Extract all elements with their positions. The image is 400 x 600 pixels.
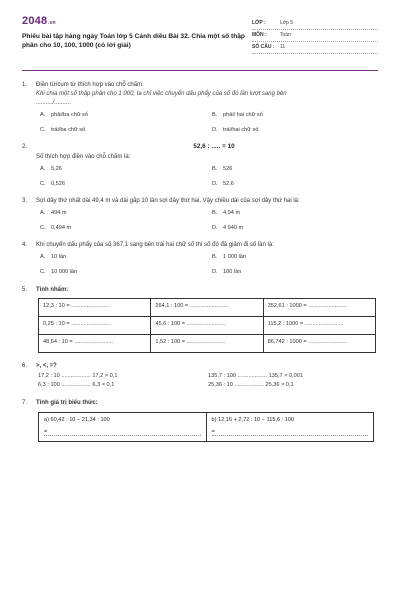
meta-row-class bbox=[252, 18, 378, 30]
meta-label: MÔN : bbox=[252, 32, 267, 39]
compare-item[interactable]: 25,36 : 10 ................... 25,36 × 0,1 bbox=[208, 382, 294, 389]
meta-value: 11 bbox=[280, 44, 286, 51]
question-number: 5. bbox=[22, 286, 28, 293]
question-text: >, <, =? bbox=[36, 362, 57, 369]
option-letter: D. bbox=[212, 180, 218, 187]
question-7 bbox=[22, 399, 378, 442]
meta-label: SỐ CÂU : bbox=[252, 44, 275, 51]
table-row bbox=[39, 334, 376, 352]
equals-sign: = bbox=[44, 428, 48, 435]
question-number: 7. bbox=[22, 399, 28, 406]
option-letter: C. bbox=[40, 269, 46, 276]
option-text: trái/ba chữ số bbox=[51, 126, 86, 133]
option-letter: D. bbox=[212, 269, 218, 276]
question-text: Khi chuyển dấu phẩy của số 367,1 sang bên trái hai chữ số thì số đó đã giảm đi số lần là: bbox=[36, 242, 274, 249]
table-cell[interactable]: 115,2 : 1000 = ......................... bbox=[263, 316, 375, 334]
question-number: 1. bbox=[22, 82, 28, 88]
option-d[interactable] bbox=[212, 181, 384, 189]
option-text: 5,26 bbox=[51, 166, 62, 173]
table-cell[interactable]: 86,742 : 1000 = ......................... bbox=[263, 334, 375, 352]
option-d[interactable] bbox=[212, 225, 384, 233]
meta-row-count bbox=[252, 42, 378, 54]
option-d[interactable] bbox=[212, 127, 384, 135]
answer-options bbox=[40, 166, 378, 188]
option-text: 494 m bbox=[51, 210, 67, 217]
question-6 bbox=[22, 362, 378, 390]
option-b[interactable] bbox=[212, 112, 384, 120]
compare-grid bbox=[38, 373, 378, 390]
question-text: Tính nhẩm: bbox=[36, 286, 69, 293]
meta-row-subject bbox=[252, 30, 378, 42]
meta-label: LỚP : bbox=[252, 20, 266, 27]
option-text: 100 lần bbox=[223, 269, 242, 276]
question-number: 4. bbox=[22, 242, 28, 249]
table-row bbox=[39, 316, 376, 334]
mental-math-table bbox=[38, 298, 376, 353]
option-text: 0,494 m bbox=[51, 224, 72, 231]
option-text: 4 940 m bbox=[223, 224, 244, 231]
option-letter: B. bbox=[212, 254, 218, 261]
table-row bbox=[39, 298, 376, 316]
option-letter: A. bbox=[40, 254, 46, 261]
option-letter: D. bbox=[212, 126, 218, 133]
expression-text: a) 60,42 : 10 − 21,34 : 100 bbox=[44, 416, 110, 423]
answer-options bbox=[40, 210, 378, 232]
table-cell[interactable]: 1,52 : 100 = ......................... bbox=[151, 334, 263, 352]
question-2 bbox=[22, 143, 378, 188]
option-c[interactable] bbox=[40, 225, 212, 233]
option-letter: D. bbox=[212, 224, 218, 231]
question-subtext: Khi chia một số thập phân cho 1 000, ta chỉ việc chuyển dấu phẩy của số đó lần lượt sang bên bbox=[36, 91, 287, 98]
option-text: 10 lần bbox=[51, 254, 67, 261]
option-letter: C. bbox=[40, 126, 46, 133]
option-text: 1 000 lần bbox=[223, 254, 247, 261]
question-4 bbox=[22, 241, 378, 276]
option-text: 526 bbox=[223, 166, 233, 173]
option-c[interactable] bbox=[40, 181, 212, 189]
option-letter: A. bbox=[40, 112, 46, 119]
option-text: 52,6 bbox=[223, 180, 234, 187]
question-text: Sợi dây thứ nhất dài 49,4 m và dài gấp 10 lần sợi dây thứ hai. Vậy chiều dài của sợi dây thứ hai là: bbox=[36, 198, 300, 205]
question-number: 2. bbox=[22, 144, 28, 151]
document-title: Phiếu bài tập hàng ngày Toán lớp 5 Cánh diều Bài 32. Chia một số thập phân cho 10, 100, 1000 (có lời giải) bbox=[22, 32, 245, 49]
option-letter: C. bbox=[40, 224, 46, 231]
question-text: Tính giá trị biểu thức: bbox=[36, 399, 98, 406]
option-b[interactable] bbox=[212, 166, 384, 174]
worksheet-header bbox=[22, 14, 378, 54]
option-a[interactable] bbox=[40, 254, 212, 262]
header-divider bbox=[22, 70, 378, 71]
option-a[interactable] bbox=[40, 112, 212, 120]
table-cell[interactable]: 45,6 : 100 = ......................... bbox=[151, 316, 263, 334]
option-d[interactable] bbox=[212, 269, 384, 277]
compare-item[interactable]: 6,3 : 100 ................... 6,3 × 0,1 bbox=[38, 382, 115, 389]
table-cell[interactable]: 48,64 : 10 = ......................... bbox=[39, 334, 151, 352]
option-c[interactable] bbox=[40, 269, 212, 277]
expression-cell-a[interactable] bbox=[39, 413, 206, 441]
brand-logo[interactable] bbox=[22, 14, 247, 29]
question-text: Số thích hợp điền vào chỗ chấm là: bbox=[36, 154, 131, 161]
answer-options bbox=[40, 112, 378, 134]
expression-box bbox=[38, 412, 374, 442]
option-a[interactable] bbox=[40, 166, 212, 174]
option-a[interactable] bbox=[40, 210, 212, 218]
meta-value: Toán bbox=[280, 32, 291, 39]
option-letter: B. bbox=[212, 112, 218, 119]
question-1 bbox=[22, 81, 378, 134]
question-number: 6. bbox=[22, 362, 28, 369]
question-5 bbox=[22, 286, 378, 353]
option-c[interactable] bbox=[40, 127, 212, 135]
answer-options bbox=[40, 254, 378, 276]
option-text: phải/ba chữ số bbox=[51, 112, 89, 119]
option-letter: C. bbox=[40, 180, 46, 187]
option-text: 4,94 m bbox=[223, 210, 241, 217]
expression-text: b) 12,16 + 2,72 : 10 − 115,6 : 100 bbox=[211, 416, 295, 423]
option-text: phải/ hai chữ số bbox=[223, 112, 263, 119]
equals-sign: = bbox=[211, 428, 215, 435]
table-cell[interactable]: 352,61 : 1000 = ......................... bbox=[263, 298, 375, 316]
expression-cell-b[interactable] bbox=[206, 413, 374, 441]
option-text: trái/hai chữ số bbox=[223, 126, 259, 133]
question-blank: ........../.......... bbox=[36, 100, 72, 107]
option-letter: B. bbox=[212, 166, 218, 173]
question-3 bbox=[22, 197, 378, 232]
brand-main-text: 2048 bbox=[22, 15, 48, 27]
table-cell[interactable]: 0,25 : 10 = ......................... bbox=[39, 316, 151, 334]
meta-info bbox=[252, 18, 378, 54]
table-cell[interactable]: 264,1 : 100 = ......................... bbox=[151, 298, 263, 316]
header-left bbox=[22, 14, 247, 51]
option-letter: A. bbox=[40, 166, 46, 173]
option-text: 10 000 lần bbox=[51, 269, 78, 276]
table-cell[interactable]: 12,3 : 10 = ......................... bbox=[39, 298, 151, 316]
answer-line[interactable] bbox=[44, 429, 201, 436]
option-b[interactable] bbox=[212, 210, 384, 218]
option-b[interactable] bbox=[212, 254, 384, 262]
compare-item[interactable]: 17,2 : 10 ................... 17,2 × 0,1 bbox=[38, 372, 118, 379]
option-letter: A. bbox=[40, 210, 46, 217]
question-number: 3. bbox=[22, 198, 28, 205]
question-text: Điền từ/cụm từ thích hợp vào chỗ chấm: bbox=[36, 82, 144, 88]
option-letter: B. bbox=[212, 210, 218, 217]
question-expression: 52,6 : ..... = 10 bbox=[193, 143, 235, 151]
answer-line[interactable] bbox=[212, 429, 369, 436]
meta-value: Lớp 5 bbox=[280, 20, 294, 27]
compare-item[interactable]: 135,7 : 100 ................... 135,7 × 0,001 bbox=[208, 372, 304, 379]
option-text: 0,526 bbox=[51, 180, 65, 187]
brand-sub-text: .vn bbox=[48, 20, 56, 26]
